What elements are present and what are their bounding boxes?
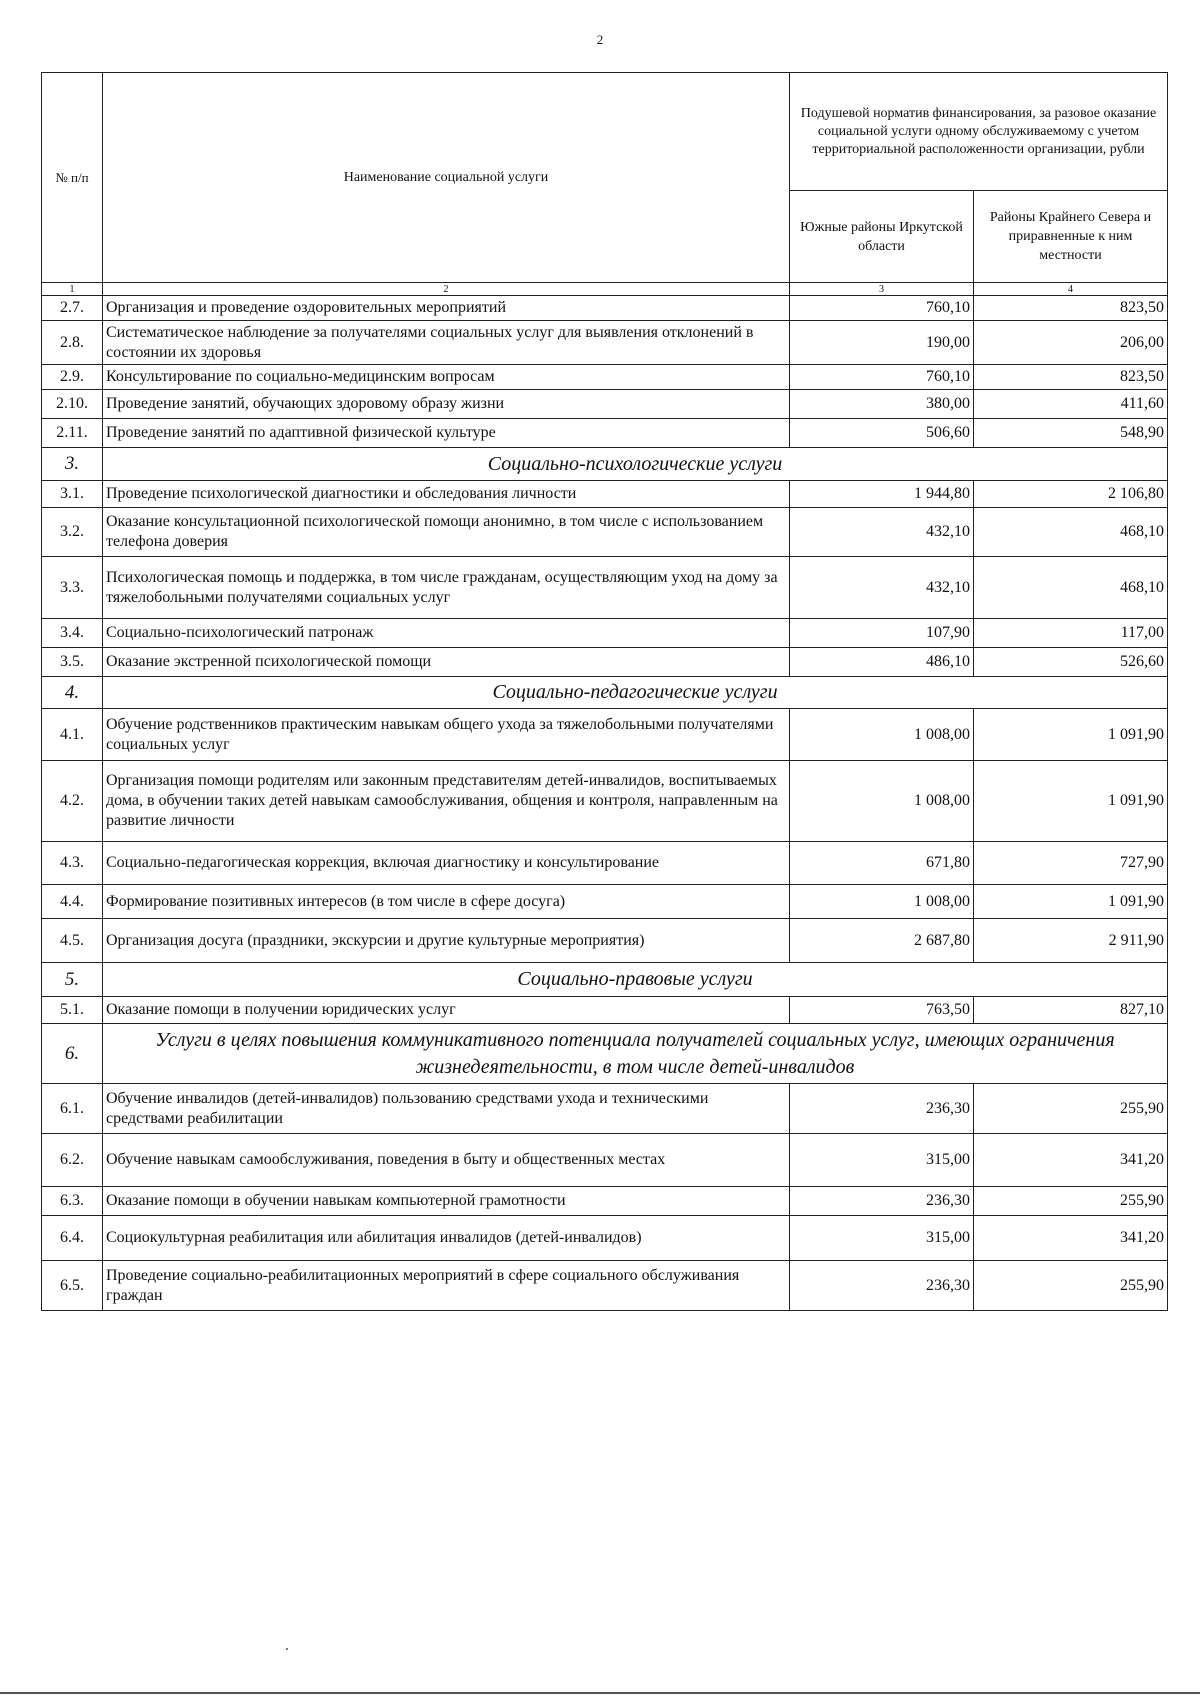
table-row (42, 390, 1168, 419)
section-row (42, 963, 1168, 997)
south-norm-value: 760,10 (790, 365, 974, 390)
table-row (42, 1216, 1168, 1261)
service-name: Консультирование по социально-медицинским вопросам (103, 365, 790, 390)
row-number: 2.10. (42, 390, 103, 419)
service-name: Оказание помощи в получении юридических услуг (103, 997, 790, 1024)
header-name: Наименование социальной услуги (103, 73, 790, 283)
row-number: 2.7. (42, 296, 103, 321)
south-norm-value: 190,00 (790, 321, 974, 365)
south-norm-value: 432,10 (790, 557, 974, 619)
service-name: Проведение психологической диагностики и обследования личности (103, 481, 790, 508)
table-row (42, 1134, 1168, 1187)
row-number: 3.5. (42, 648, 103, 677)
north-norm-value: 823,50 (974, 365, 1168, 390)
services-table (41, 72, 1168, 1311)
row-number: 4.5. (42, 919, 103, 963)
table-row (42, 919, 1168, 963)
service-name: Социально-педагогическая коррекция, включая диагностику и консультирование (103, 842, 790, 885)
header-north: Районы Крайнего Севера и приравненные к ним местности (974, 191, 1168, 283)
south-norm-value: 2 687,80 (790, 919, 974, 963)
north-norm-value: 255,90 (974, 1187, 1168, 1216)
section-row (42, 677, 1168, 709)
north-norm-value: 206,00 (974, 321, 1168, 365)
section-row (42, 448, 1168, 481)
service-name: Психологическая помощь и поддержка, в том числе гражданам, осуществляющим уход на дому за тяжелобольными получателями социальных услуг (103, 557, 790, 619)
service-name: Формирование позитивных интересов (в том числе в сфере досуга) (103, 885, 790, 919)
south-norm-value: 315,00 (790, 1134, 974, 1187)
section-title: Услуги в целях повышения коммуникативного потенциала получателей социальных услуг, имеющих ограничения жизнедеятельности, в том числе детей-инвалидов (103, 1024, 1168, 1084)
north-norm-value: 1 091,90 (974, 885, 1168, 919)
south-norm-value: 236,30 (790, 1084, 974, 1134)
scan-dot (286, 1648, 288, 1650)
north-norm-value: 526,60 (974, 648, 1168, 677)
south-norm-value: 432,10 (790, 508, 974, 557)
table-body (42, 296, 1168, 1311)
row-number: 3.2. (42, 508, 103, 557)
table-row (42, 1261, 1168, 1311)
service-name: Обучение родственников практическим навыкам общего ухода за тяжелобольными получателями социальных услуг (103, 709, 790, 761)
row-number: 6.5. (42, 1261, 103, 1311)
south-norm-value: 1 944,80 (790, 481, 974, 508)
north-norm-value: 1 091,90 (974, 761, 1168, 842)
service-name: Проведение социально-реабилитационных мероприятий в сфере социального обслуживания граждан (103, 1261, 790, 1311)
north-norm-value: 468,10 (974, 508, 1168, 557)
section-number: 3. (42, 448, 103, 481)
table-row (42, 296, 1168, 321)
north-norm-value: 827,10 (974, 997, 1168, 1024)
row-number: 6.3. (42, 1187, 103, 1216)
table-row (42, 557, 1168, 619)
north-norm-value: 727,90 (974, 842, 1168, 885)
service-name: Обучение инвалидов (детей-инвалидов) пользованию средствами ухода и техническими средствами реабилитации (103, 1084, 790, 1134)
section-title: Социально-правовые услуги (103, 963, 1168, 997)
south-norm-value: 380,00 (790, 390, 974, 419)
service-name: Проведение занятий по адаптивной физической культуре (103, 419, 790, 448)
north-norm-value: 117,00 (974, 619, 1168, 648)
section-title: Социально-психологические услуги (103, 448, 1168, 481)
table-row (42, 1187, 1168, 1216)
north-norm-value: 548,90 (974, 419, 1168, 448)
row-number: 3.1. (42, 481, 103, 508)
north-norm-value: 255,90 (974, 1261, 1168, 1311)
south-norm-value: 1 008,00 (790, 709, 974, 761)
south-norm-value: 486,10 (790, 648, 974, 677)
column-index: 4 (974, 283, 1168, 296)
south-norm-value: 315,00 (790, 1216, 974, 1261)
row-number: 3.3. (42, 557, 103, 619)
service-name: Проведение занятий, обучающих здоровому образу жизни (103, 390, 790, 419)
table-row (42, 761, 1168, 842)
south-norm-value: 763,50 (790, 997, 974, 1024)
section-title: Социально-педагогические услуги (103, 677, 1168, 709)
table-row (42, 648, 1168, 677)
row-number: 4.3. (42, 842, 103, 885)
service-name: Оказание помощи в обучении навыкам компьютерной грамотности (103, 1187, 790, 1216)
row-number: 4.2. (42, 761, 103, 842)
north-norm-value: 2 106,80 (974, 481, 1168, 508)
section-number: 6. (42, 1024, 103, 1084)
south-norm-value: 107,90 (790, 619, 974, 648)
row-number: 4.4. (42, 885, 103, 919)
service-name: Оказание экстренной психологической помощи (103, 648, 790, 677)
table-row (42, 419, 1168, 448)
service-name: Оказание консультационной психологической помощи анонимно, в том числе с использованием телефона доверия (103, 508, 790, 557)
south-norm-value: 236,30 (790, 1261, 974, 1311)
south-norm-value: 1 008,00 (790, 885, 974, 919)
north-norm-value: 341,20 (974, 1216, 1168, 1261)
row-number: 6.4. (42, 1216, 103, 1261)
table-row (42, 619, 1168, 648)
table-header (42, 73, 1168, 296)
table-row (42, 508, 1168, 557)
section-number: 4. (42, 677, 103, 709)
column-index: 1 (42, 283, 103, 296)
service-name: Организация и проведение оздоровительных мероприятий (103, 296, 790, 321)
bottom-rule (0, 1692, 1200, 1694)
row-number: 2.8. (42, 321, 103, 365)
table-row (42, 842, 1168, 885)
service-name: Социокультурная реабилитация или абилитация инвалидов (детей-инвалидов) (103, 1216, 790, 1261)
south-norm-value: 671,80 (790, 842, 974, 885)
row-number: 6.1. (42, 1084, 103, 1134)
north-norm-value: 1 091,90 (974, 709, 1168, 761)
header-south: Южные районы Иркутской области (790, 191, 974, 283)
table-row (42, 997, 1168, 1024)
row-number: 2.9. (42, 365, 103, 390)
south-norm-value: 506,60 (790, 419, 974, 448)
row-number: 5.1. (42, 997, 103, 1024)
row-number: 4.1. (42, 709, 103, 761)
row-number: 3.4. (42, 619, 103, 648)
section-number: 5. (42, 963, 103, 997)
column-index: 2 (103, 283, 790, 296)
south-norm-value: 760,10 (790, 296, 974, 321)
row-number: 6.2. (42, 1134, 103, 1187)
table-row (42, 885, 1168, 919)
table-row (42, 321, 1168, 365)
service-name: Социально-психологический патронаж (103, 619, 790, 648)
table-row (42, 709, 1168, 761)
table-row (42, 481, 1168, 508)
service-name: Обучение навыкам самообслуживания, поведения в быту и общественных местах (103, 1134, 790, 1187)
service-name: Организация досуга (праздники, экскурсии и другие культурные мероприятия) (103, 919, 790, 963)
north-norm-value: 823,50 (974, 296, 1168, 321)
header-num: № п/п (42, 73, 103, 283)
north-norm-value: 468,10 (974, 557, 1168, 619)
north-norm-value: 2 911,90 (974, 919, 1168, 963)
row-number: 2.11. (42, 419, 103, 448)
south-norm-value: 236,30 (790, 1187, 974, 1216)
section-row (42, 1024, 1168, 1084)
north-norm-value: 341,20 (974, 1134, 1168, 1187)
north-norm-value: 255,90 (974, 1084, 1168, 1134)
header-norm: Подушевой норматив финансирования, за разовое оказание социальной услуги одному обслуживаемому с учетом территориальной расположенности организации, рубли (790, 73, 1168, 191)
north-norm-value: 411,60 (974, 390, 1168, 419)
service-name: Систематическое наблюдение за получателями социальных услуг для выявления отклонений в состоянии их здоровья (103, 321, 790, 365)
column-index-row (42, 283, 1168, 296)
column-index: 3 (790, 283, 974, 296)
south-norm-value: 1 008,00 (790, 761, 974, 842)
service-name: Организация помощи родителям или законным представителям детей-инвалидов, воспитываемых дома, в обучении таких детей навыкам самообслуживания, общения и контроля, направленным на развитие личности (103, 761, 790, 842)
table-row (42, 1084, 1168, 1134)
table-row (42, 365, 1168, 390)
page-number: 2 (596, 32, 604, 47)
